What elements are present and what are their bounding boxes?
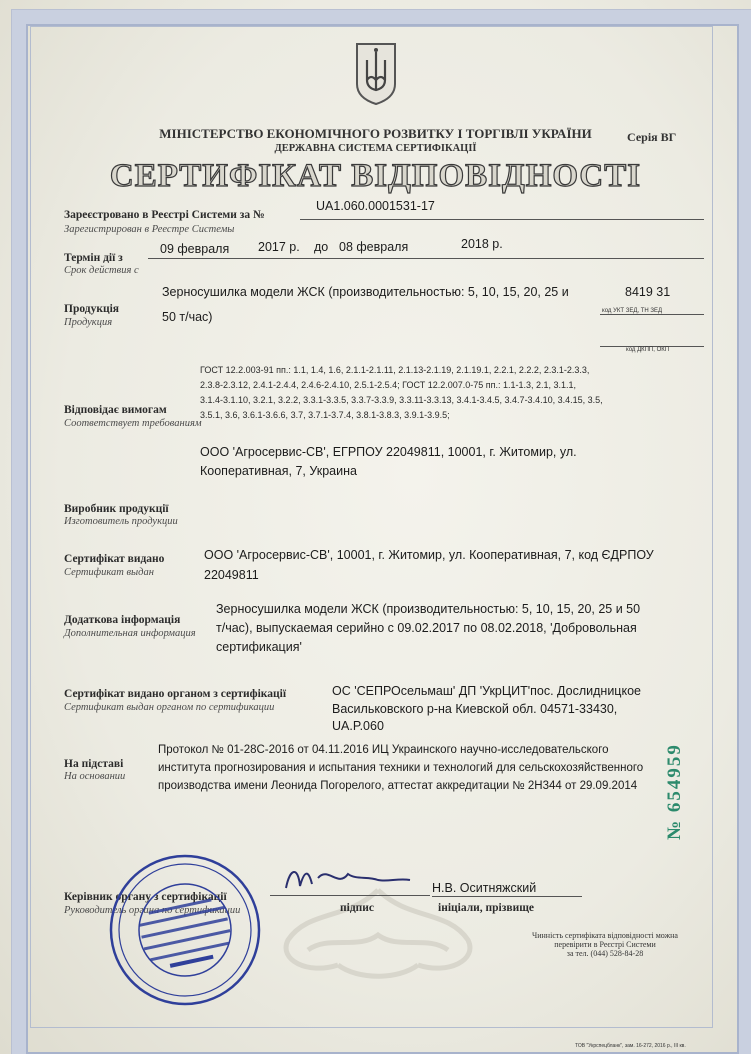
product-code-caption: код УКТ ЗЕД, ТН ЗЕД xyxy=(602,308,663,314)
term-to-year: 2018 р. xyxy=(461,237,503,251)
basis-sublabel: На основании xyxy=(64,771,126,782)
registration-label: Зареєстровано в Реєстрі Системи за № xyxy=(64,209,265,221)
product-code: 8419 31 xyxy=(625,285,671,299)
term-to-word: до xyxy=(314,240,329,254)
product-label: Продукція xyxy=(64,303,119,315)
issued-to-line-2: 22049811 xyxy=(204,568,259,582)
cert-body-line-1: ОС 'СЕПРОсельмаш' ДП 'УкрЦИТ'пос. Дослидницкое xyxy=(332,684,641,698)
system-title: ДЕРЖАВНА СИСТЕМА СЕРТИФІКАЦІЇ xyxy=(274,143,477,154)
verification-note-line: Чинність сертифіката відповідності можна xyxy=(532,931,678,940)
additional-sublabel: Дополнительная информация xyxy=(64,628,196,639)
basis-line-2: института прогнозирования и испытания техники и технологий для сельскохозяйственного xyxy=(158,762,644,774)
signatory-name: Н.В. Оситняжский xyxy=(432,881,537,895)
requirements-line: ГОСТ 12.2.003-91 пп.: 1.1, 1.4, 1.6, 2.1.1-2.1.11, 2.1.13-2.1.19, 2.1.19.1, 2.2.1, 2.2.2, 2.3.1-2.3.3, xyxy=(200,365,590,375)
requirements-line: 3.1.4-3.1.10, 3.2.1, 3.2.2, 3.3.1-3.3.5, 3.3.7-3.3.9, 3.3.11-3.3.13, 3.4.1-3.4.5, 3.4.7-3.4.10, 3.4.15, 3.5, xyxy=(200,395,603,405)
coat-of-arms-icon xyxy=(353,40,399,106)
term-sublabel: Срок действия с xyxy=(64,265,139,276)
registration-sublabel: Зарегистрирован в Реестре Системы xyxy=(64,224,235,235)
issued-to-label: Сертифікат видано xyxy=(64,553,165,565)
manufacturer-label: Виробник продукції xyxy=(64,503,169,515)
series-label: Серія ВГ xyxy=(627,130,677,144)
term-from-date: 09 февраля xyxy=(160,242,230,256)
cert-body-line-2: Васильковского р-на Киевской обл. 04571-33430, xyxy=(332,702,618,716)
basis-label: На підставі xyxy=(64,758,124,770)
ministry-title: МІНІСТЕРСТВО ЕКОНОМІЧНОГО РОЗВИТКУ І ТОРГІВЛІ УКРАЇНИ xyxy=(159,126,592,141)
product-line-1: Зерносушилка модели ЖСК (производительностью: 5, 10, 15, 20, 25 и xyxy=(162,285,569,299)
additional-label: Додаткова інформація xyxy=(64,614,181,626)
serial-number: № 654959 xyxy=(664,743,685,840)
additional-line-3: сертификация' xyxy=(216,640,302,654)
certificate-title: СЕРТИФІКАТ ВІДПОВІДНОСТІ xyxy=(109,158,642,194)
verification-note xyxy=(510,931,700,958)
additional-line-2: т/час), выпускаемая серийно с 09.02.2017 по 08.02.2018, 'Добровольная xyxy=(216,621,637,635)
product-sublabel: Продукция xyxy=(64,317,113,328)
requirements-label: Відповідає вимогам xyxy=(64,404,167,416)
signature-caption: підпис xyxy=(340,902,374,914)
additional-line-1: Зерносушилка модели ЖСК (производительностью: 5, 10, 15, 20, 25 и 50 xyxy=(216,602,641,616)
registration-number: UA1.060.0001531-17 xyxy=(316,199,435,213)
verification-note-line: за тел. (044) 528-84-28 xyxy=(566,949,644,958)
requirements-list xyxy=(200,363,710,423)
basis-line-3: производства имени Леонида Погорелого, аттестат аккредитации № 2Н344 от 29.09.2014 xyxy=(158,780,638,792)
signature-sublabel: Руководитель органа по сертификации xyxy=(64,905,241,916)
applicant-line-2: Кооперативная, 7, Украина xyxy=(200,464,357,478)
name-caption: ініціали, прізвище xyxy=(438,902,535,914)
term-from-year: 2017 р. xyxy=(258,240,300,254)
printer-imprint: ТОВ "Укрспецбланк", зам. 16-272, 2016 р., ІІІ кв. xyxy=(575,1043,686,1049)
term-label: Термін дії з xyxy=(64,252,123,264)
official-stamp xyxy=(105,850,265,1010)
handwritten-signature xyxy=(278,858,418,898)
requirements-line: 3.5.1, 3.6, 3.6.1-3.6.6, 3.7, 3.7.1-3.7.4, 3.8.1-3.8.3, 3.9.1-3.9.5; xyxy=(200,410,450,420)
product-line-2: 50 т/час) xyxy=(162,310,213,324)
term-to-date: 08 февраля xyxy=(339,240,409,254)
issued-to-sublabel: Сертификат выдан xyxy=(64,567,154,578)
manufacturer-sublabel: Изготовитель продукции xyxy=(64,516,178,527)
cert-body-line-3: UA.P.060 xyxy=(332,719,384,733)
requirements-sublabel: Соответствует требованиям xyxy=(64,418,202,429)
dkpp-code-caption: код ДКПП, ОКП xyxy=(626,347,670,353)
cert-body-label: Сертифікат видано органом з сертифікації xyxy=(64,688,287,700)
basis-line-1: Протокол № 01-28С-2016 от 04.11.2016 ИЦ Украинского научно-исследовательского xyxy=(158,744,609,756)
issued-to-line-1: ООО 'Агросервис-СВ', 10001, г. Житомир, ул. Кооперативная, 7, код ЄДРПОУ xyxy=(204,548,654,562)
verification-note-line: перевірити в Реєстрі Системи xyxy=(554,940,656,949)
signature-label: Керівник органу з сертифікації xyxy=(64,891,227,903)
cert-body-sublabel: Сертификат выдан органом по сертификации xyxy=(64,702,275,713)
applicant-line-1: ООО 'Агросервис-СВ', ЕГРПОУ 22049811, 10001, г. Житомир, ул. xyxy=(200,445,577,459)
requirements-line: 2.3.8-2.3.12, 2.4.1-2.4.4, 2.4.6-2.4.10, 2.5.1-2.5.4; ГОСТ 12.2.007.0-75 пп.: 1.1-1.3, 2.1, 3.1.1, xyxy=(200,380,577,390)
